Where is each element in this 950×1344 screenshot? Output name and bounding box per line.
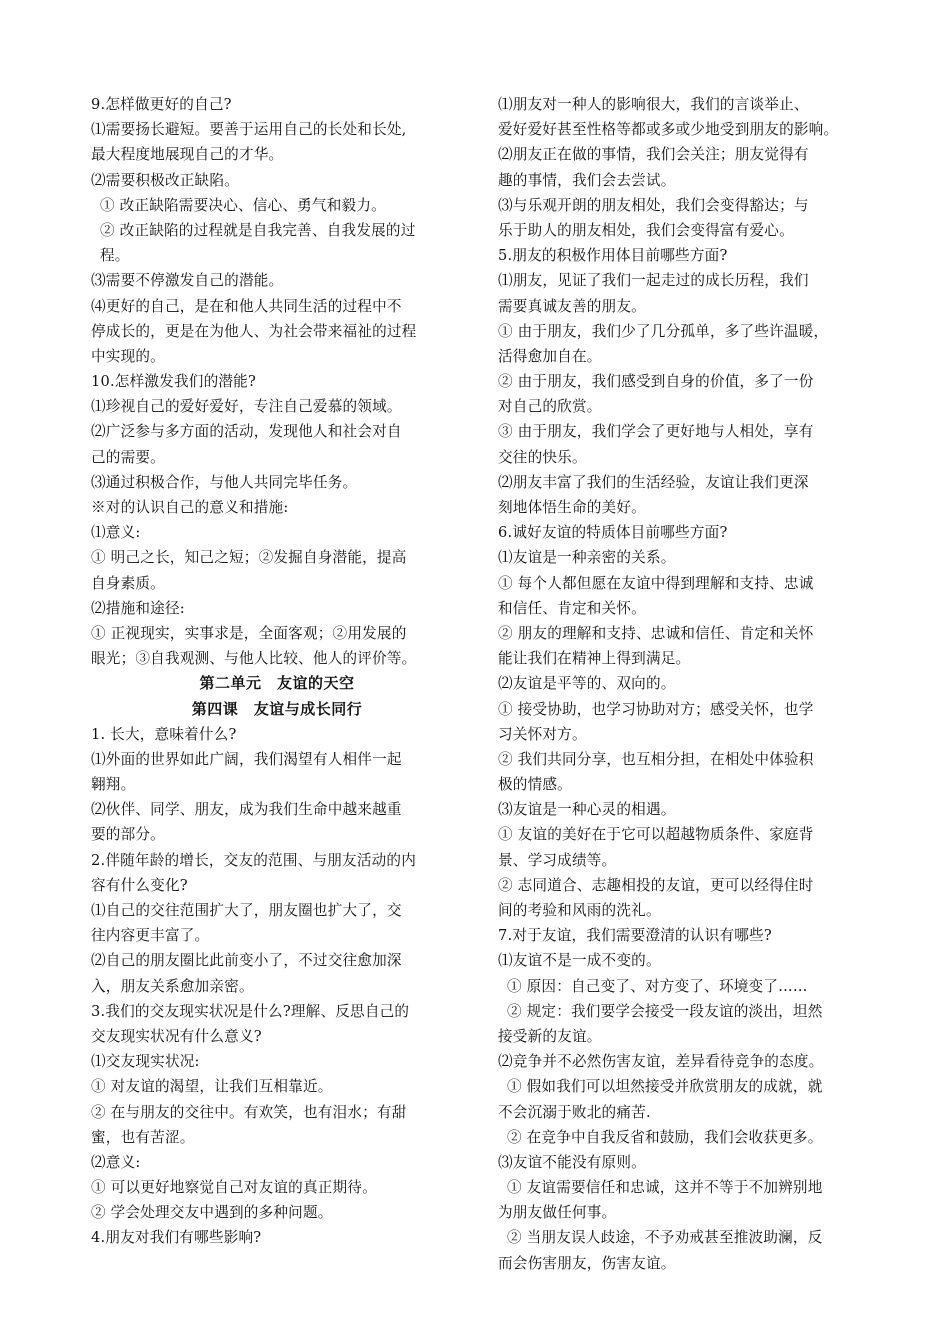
text-line: 景、学习成绩等。 [498, 851, 617, 869]
text-line: ① 友谊的美好在于它可以超越物质条件、家庭背 [498, 826, 814, 844]
text-line: 刻地体悟生命的美好。 [498, 499, 646, 516]
text-line: ※对的认识自己的意义和措施: [91, 499, 289, 516]
text-line: ② 由于朋友，我们感受到自身的价值，多了一份 [498, 373, 814, 391]
text-line: ⑴意义: [91, 524, 141, 542]
text-line: 接受新的友谊。 [498, 1027, 602, 1045]
text-line: ② 当朋友误人歧途，不予劝戒甚至推波助澜，反 [507, 1229, 823, 1247]
text-line: ② 我们共同分享，也互相分担，在相处中体验积 [498, 750, 814, 768]
right-column-lines [498, 92, 880, 1276]
text-line: ⑶通过积极合作，与他人共同完毕任务。 [91, 473, 358, 491]
text-line: ① 友谊需要信任和忠诚，这并不等于不加辨别地 [507, 1179, 823, 1197]
text-line: 4.朋友对我们有哪些影响? [91, 1229, 262, 1247]
text-line: ⑴珍视自己的爱好爱好，专注自己爱慕的领域。 [91, 398, 402, 416]
text-line: ⑴自己的交往范围扩大了，朋友圈也扩大了，交 [91, 902, 402, 919]
text-line: ② 学会处理交友中遇到的多种问题。 [91, 1204, 333, 1222]
text-line: 7.对于友谊，我们需要澄清的认识有哪些? [498, 927, 772, 945]
text-line: 趣的事情，我们会去尝试。 [498, 171, 676, 189]
text-line: ⑴朋友对一种人的影响很大，我们的言谈举止、 [498, 96, 809, 113]
unit-heading: 第二单元 友谊的天空 [199, 674, 355, 693]
left-column [91, 92, 463, 1251]
text-line: ⑶友谊不能没有原则。 [498, 1153, 646, 1171]
text-line: ⑵意义: [91, 1153, 141, 1171]
text-line: 翱翔。 [91, 776, 136, 794]
text-line: 乐于助人的朋友相处，我们会变得富有爱心。 [498, 221, 794, 239]
text-line: ① 可以更好地察觉自己对友谊的真正期待。 [91, 1179, 377, 1197]
text-line: 2.伴随年龄的增长，交友的范围、与朋友活动的内 [91, 851, 416, 869]
text-line: 停成长的，更是在为他人、为社会带来福祉的过程 [91, 322, 417, 340]
text-line: 3.我们的交友现实状况是什么?理解、反思自己的 [91, 1002, 410, 1020]
text-line: 入，朋友关系愈加亲密。 [91, 977, 254, 995]
text-line: ⑴需要扬长避短。要善于运用自己的长处和长处, [91, 121, 407, 139]
text-line: 己的需要。 [91, 448, 165, 466]
text-line: ② 在竞争中自我反省和鼓励，我们会收获更多。 [507, 1128, 823, 1146]
text-line: ⑵自己的朋友圈比此前变小了，不过交往愈加深 [91, 952, 402, 970]
text-line: 而会伤害朋友，伤害友谊。 [498, 1254, 676, 1272]
text-line: 自身素质。 [91, 574, 165, 592]
text-line: ⑶与乐观开朗的朋友相处，我们会变得豁达；与 [498, 196, 809, 214]
text-line: ② 朋友的理解和支持、忠诚和信任、肯定和关怀 [498, 624, 814, 642]
text-line: 蜜，也有苦涩。 [91, 1128, 195, 1146]
text-line: ⑵竞争并不必然伤害友谊，差异看待竞争的态度。 [498, 1053, 824, 1071]
right-column [498, 92, 880, 1276]
text-line: ⑵需要积极改正缺陷。 [91, 171, 239, 189]
text-line: ③ 由于朋友，我们学会了更好地与人相处，享有 [498, 423, 814, 441]
text-line: 要的部分。 [91, 826, 165, 844]
text-line: 间的考验和风雨的洗礼。 [498, 902, 661, 919]
text-line: ① 原因：自己变了、对方变了、环境变了…… [507, 977, 808, 995]
lesson-heading: 第四课 友谊与成长同行 [191, 699, 363, 718]
text-line: ⑵友谊是平等的、双向的。 [498, 675, 676, 693]
text-line: 能让我们在精神上得到满足。 [498, 650, 691, 668]
text-line: 眼光；③自我观测、与他人比较、他人的评价等。 [91, 650, 417, 668]
text-line: ① 假如我们可以坦然接受并欣赏朋友的成就，就 [507, 1078, 823, 1096]
text-line: 为朋友做任何事。 [498, 1204, 617, 1222]
text-line: ② 志同道合、志趣相投的友谊，更可以经得住时 [498, 876, 814, 894]
text-line: 和信任、肯定和关怀。 [498, 599, 646, 617]
text-line: ⑵措施和途径: [91, 599, 185, 617]
text-line: 不会沉溺于败北的痛苦. [498, 1103, 651, 1121]
text-line: 极的情感。 [498, 776, 572, 794]
text-line: ① 明己之长，知己之短；②发掘自身潜能，提高 [91, 549, 407, 567]
text-line: 9.怎样做更好的自己? [91, 96, 232, 113]
text-line: ① 正视现实，实事求是，全面客观；②用发展的 [91, 624, 407, 642]
text-line: 往内容更丰富了。 [91, 927, 210, 945]
text-line: 容有什么变化? [91, 876, 188, 894]
text-line: 爱好爱好甚至性格等都或多或少地受到朋友的影响。 [498, 121, 839, 139]
text-line: 交往的快乐。 [498, 448, 587, 466]
text-line: ⑷更好的自己，是在和他人共同生活的过程中不 [91, 297, 402, 315]
text-line: ⑴交友现实状况: [91, 1053, 200, 1071]
text-line: 中实现的。 [91, 347, 165, 365]
text-line: ⑴友谊是一种亲密的关系。 [498, 549, 676, 567]
text-line: ② 改正缺陷的过程就是自我完善、自我发展的过 [100, 221, 416, 239]
text-line: ⑴友谊不是一成不变的。 [498, 952, 661, 970]
left-column-part-2 [91, 722, 463, 1251]
text-line: 6.诚好友谊的特质体目前哪些方面? [498, 524, 728, 542]
text-line: 需要真诚友善的朋友。 [498, 297, 646, 315]
text-line: ⑶需要不停激发自己的潜能。 [91, 272, 284, 290]
text-line: ⑶友谊是一种心灵的相遇。 [498, 801, 676, 819]
text-line: 1. 长大，意味着什么? [91, 725, 237, 743]
text-line: 5.朋友的积极作用体目前哪些方面? [498, 247, 728, 265]
text-line: 交友现实状况有什么意义? [91, 1027, 262, 1045]
text-line: 程。 [100, 247, 130, 265]
text-line: 10.怎样激发我们的潜能? [91, 373, 256, 391]
text-line: 最大程度地展现自己的才华。 [91, 146, 284, 164]
text-line: ⑴朋友，见证了我们一起走过的成长历程，我们 [498, 272, 809, 290]
text-line: ① 接受协助，也学习协助对方；感受关怀，也学 [498, 700, 814, 718]
text-line: ⑵广泛参与多方面的活动，发现他人和社会对自 [91, 423, 402, 441]
left-column-part-1 [91, 92, 463, 671]
text-line: ② 在与朋友的交往中。有欢笑，也有泪水；有甜 [91, 1103, 407, 1121]
text-line: ① 每个人都但愿在友谊中得到理解和支持、忠诚 [498, 574, 814, 592]
text-line: ⑵朋友正在做的事情，我们会关注；朋友觉得有 [498, 146, 809, 164]
text-line: 对自己的欣赏。 [498, 398, 602, 416]
text-line: ⑴外面的世界如此广阔，我们渴望有人相伴一起 [91, 750, 402, 768]
text-line: ① 改正缺陷需要决心、信心、勇气和毅力。 [100, 196, 386, 214]
text-line: ① 由于朋友，我们少了几分孤单，多了些许温暖， [498, 322, 829, 340]
text-line: 活得愈加自在。 [498, 347, 602, 365]
text-line: 习关怀对方。 [498, 725, 587, 743]
text-line: ⑵朋友丰富了我们的生活经验，友谊让我们更深 [498, 473, 809, 491]
text-line: ① 对友谊的渴望，让我们互相靠近。 [91, 1078, 333, 1096]
text-line: ② 规定：我们要学会接受一段友谊的淡出，坦然 [507, 1002, 823, 1020]
text-line: ⑵伙伴、同学、朋友，成为我们生命中越来越重 [91, 801, 402, 819]
